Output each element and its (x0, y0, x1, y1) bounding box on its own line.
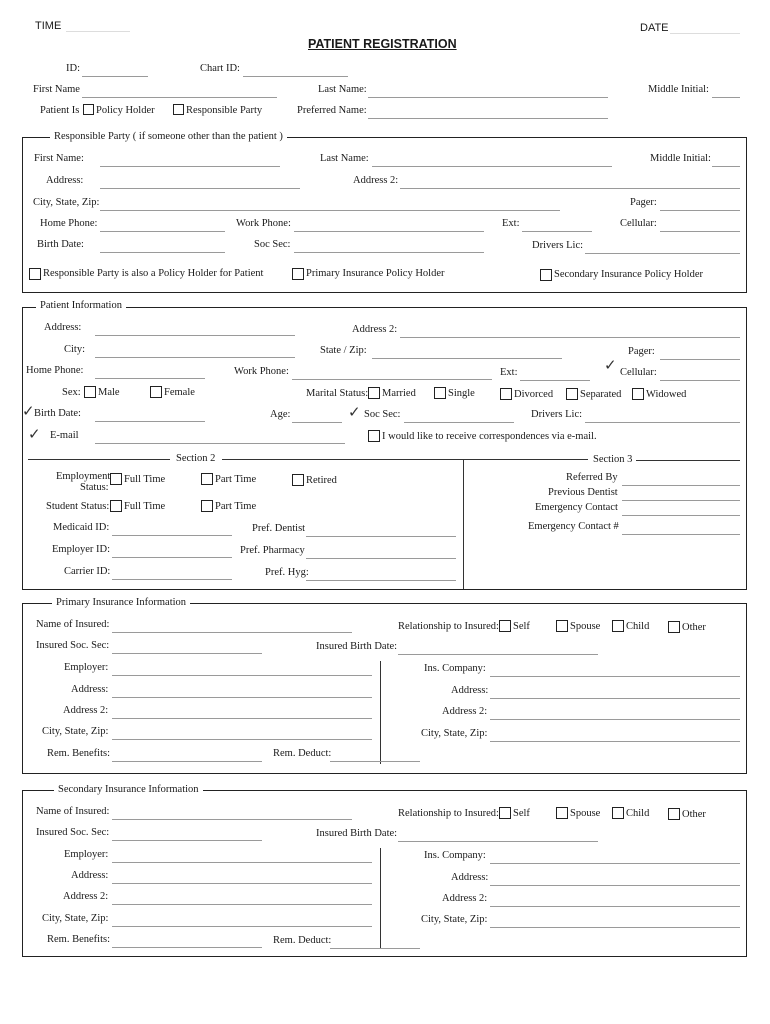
sec-insured-birth-field[interactable] (398, 841, 598, 842)
birth-date-checkmark-icon: ✓ (22, 402, 35, 420)
pri-ins-city-state-zip-label: City, State, Zip: (421, 728, 488, 739)
rp-soc-sec-label: Soc Sec: (254, 239, 291, 250)
sec-address2-label: Address 2: (63, 891, 109, 902)
rp-policy-holder-checkbox[interactable] (29, 268, 41, 280)
referred-by-label: Referred By (566, 472, 618, 483)
pt-address-field[interactable] (95, 335, 295, 336)
sec-relationship-label: Relationship to Insured: (398, 808, 499, 819)
sec-other-checkbox[interactable] (668, 808, 680, 820)
sec-ins-address-label: Address: (451, 872, 489, 883)
pt-cellular-label: Cellular: (620, 367, 657, 378)
pri-ins-company-label: Ins. Company: (424, 663, 486, 674)
sec-ins-address2-field[interactable] (490, 906, 740, 907)
rp-birth-date-field[interactable] (100, 252, 225, 253)
single-checkbox[interactable] (434, 387, 446, 399)
pri-column-divider (380, 661, 381, 764)
student-part-time-label: Part Time (215, 501, 257, 512)
rp-soc-sec-field[interactable] (294, 252, 484, 253)
referred-by-field[interactable] (622, 485, 740, 486)
pt-sex-label: Sex: (62, 387, 81, 398)
pri-self-label: Self (513, 621, 530, 632)
divorced-label: Divorced (514, 389, 554, 400)
pt-home-phone-field[interactable] (95, 378, 205, 379)
sec-ins-company-field[interactable] (490, 863, 740, 864)
rp-city-state-zip-field[interactable] (100, 210, 560, 211)
section2-rule-right (222, 459, 588, 460)
pt-soc-sec-field[interactable] (404, 422, 514, 423)
rp-primary-holder-checkbox[interactable] (292, 268, 304, 280)
married-label: Married (382, 388, 416, 399)
rp-first-name-field[interactable] (100, 166, 280, 167)
employment-retired-label: Retired (306, 475, 337, 486)
pt-state-zip-field[interactable] (372, 358, 562, 359)
sec-city-state-zip-field[interactable] (112, 926, 372, 927)
previous-dentist-label: Previous Dentist (548, 487, 618, 498)
sec-ins-city-state-zip-field[interactable] (490, 927, 740, 928)
sec-column-divider (380, 848, 381, 948)
pref-dentist-label: Pref. Dentist (252, 523, 306, 534)
pref-dentist-field[interactable] (306, 536, 456, 537)
employment-part-time-checkbox[interactable] (201, 473, 213, 485)
id-field[interactable] (82, 76, 148, 77)
rp-address2-label: Address 2: (353, 175, 399, 186)
pt-address-label: Address: (44, 322, 82, 333)
sec-city-state-zip-label: City, State, Zip: (42, 913, 109, 924)
pri-name-insured-label: Name of Insured: (36, 619, 110, 630)
rp-work-phone-label: Work Phone: (236, 218, 291, 229)
pri-rem-deduct-field[interactable] (330, 761, 420, 762)
pri-ins-address2-field[interactable] (490, 719, 740, 720)
sec-ins-city-state-zip-label: City, State, Zip: (421, 914, 488, 925)
student-part-time-checkbox[interactable] (201, 500, 213, 512)
pref-pharmacy-field[interactable] (306, 558, 456, 559)
sex-female-checkbox[interactable] (150, 386, 162, 398)
cellular-checkmark-icon: ✓ (604, 356, 617, 374)
pref-pharmacy-label: Pref. Pharmacy (240, 545, 305, 556)
sec-rem-deduct-label: Rem. Deduct: (273, 935, 332, 946)
pri-insured-birth-label: Insured Birth Date: (316, 641, 398, 652)
pri-ins-address2-label: Address 2: (442, 706, 488, 717)
carrier-id-label: Carrier ID: (64, 566, 111, 577)
pri-city-state-zip-field[interactable] (112, 739, 372, 740)
rp-ext-field[interactable] (522, 231, 592, 232)
sec-address2-field[interactable] (112, 904, 372, 905)
id-label: ID: (66, 63, 80, 74)
pt-city-label: City: (64, 344, 86, 355)
pt-email-label: E-mail (50, 430, 79, 441)
section-divider (463, 459, 464, 589)
pri-self-checkbox[interactable] (499, 620, 511, 632)
section3-rule (636, 460, 740, 461)
pri-name-insured-field[interactable] (112, 632, 352, 633)
student-full-time-checkbox[interactable] (110, 500, 122, 512)
pt-ext-field[interactable] (520, 380, 590, 381)
pri-address-field[interactable] (112, 697, 372, 698)
separated-label: Separated (580, 389, 622, 400)
chart-id-field[interactable] (243, 76, 348, 77)
sec-child-checkbox[interactable] (612, 807, 624, 819)
rp-drivers-lic-field[interactable] (585, 253, 740, 254)
widowed-checkbox[interactable] (632, 388, 644, 400)
employment-retired-checkbox[interactable] (292, 474, 304, 486)
pri-employer-field[interactable] (112, 675, 372, 676)
rp-first-name-label: First Name: (34, 153, 84, 164)
rp-pager-field[interactable] (660, 210, 740, 211)
medicaid-id-label: Medicaid ID: (53, 522, 110, 533)
sec-self-checkbox[interactable] (499, 807, 511, 819)
sex-male-label: Male (98, 387, 120, 398)
sec-ins-address-field[interactable] (490, 885, 740, 886)
pt-state-zip-label: State / Zip: (320, 345, 367, 356)
sec-other-label: Other (682, 809, 706, 820)
rp-primary-holder-label: Primary Insurance Policy Holder (306, 268, 445, 279)
employment-full-time-checkbox[interactable] (110, 473, 122, 485)
sec-address-label: Address: (71, 870, 109, 881)
chart-id-label: Chart ID: (200, 63, 240, 74)
married-checkbox[interactable] (368, 387, 380, 399)
rp-secondary-holder-label: Secondary Insurance Policy Holder (554, 269, 703, 280)
policy-holder-checkbox[interactable] (83, 104, 94, 115)
rp-city-state-zip-label: City, State, Zip: (33, 197, 100, 208)
sec-rem-benefits-label: Rem. Benefits: (47, 934, 110, 945)
middle-initial-label: Middle Initial: (648, 84, 709, 95)
page-title: PATIENT REGISTRATION (308, 37, 457, 51)
rp-cellular-field[interactable] (660, 231, 740, 232)
pref-hyg-label: Pref. Hyg: (265, 567, 309, 578)
policy-holder-label: Policy Holder (96, 105, 155, 116)
pref-hyg-field[interactable] (306, 580, 456, 581)
employment-full-time-label: Full Time (124, 474, 166, 485)
pt-soc-sec-label: Soc Sec: (364, 409, 401, 420)
pt-pager-field[interactable] (660, 359, 740, 360)
last-name-label: Last Name: (318, 84, 367, 95)
pt-cellular-field[interactable] (660, 380, 740, 381)
sec-insured-soc-sec-field[interactable] (112, 840, 262, 841)
pri-ins-address-label: Address: (451, 685, 489, 696)
pri-other-checkbox[interactable] (668, 621, 680, 633)
sec-employer-label: Employer: (64, 849, 109, 860)
rp-pager-label: Pager: (630, 197, 657, 208)
employment-status-label-2: Status: (80, 482, 109, 493)
widowed-label: Widowed (646, 389, 687, 400)
time-field[interactable] (66, 31, 130, 32)
pri-address2-field[interactable] (112, 718, 372, 719)
pri-insured-birth-field[interactable] (398, 654, 598, 655)
employment-part-time-label: Part Time (215, 474, 257, 485)
single-label: Single (448, 388, 475, 399)
sec-rem-deduct-field[interactable] (330, 948, 420, 949)
rp-secondary-holder-checkbox[interactable] (540, 269, 552, 281)
sec-ins-company-label: Ins. Company: (424, 850, 486, 861)
student-status-label: Student Status: (46, 501, 110, 512)
email-checkmark-icon: ✓ (28, 425, 41, 443)
pri-child-checkbox[interactable] (612, 620, 624, 632)
emergency-contact-field[interactable] (622, 515, 740, 516)
sex-female-label: Female (164, 387, 195, 398)
pri-employer-label: Employer: (64, 662, 109, 673)
rp-ext-label: Ext: (502, 218, 520, 229)
rp-last-name-field[interactable] (372, 166, 612, 167)
student-full-time-label: Full Time (124, 501, 166, 512)
emergency-contact-label: Emergency Contact (535, 502, 618, 513)
rp-address2-field[interactable] (400, 188, 740, 189)
pri-address2-label: Address 2: (63, 705, 109, 716)
pri-spouse-label: Spouse (570, 621, 601, 632)
pt-age-label: Age: (270, 409, 291, 420)
first-name-label: First Name (33, 84, 80, 95)
rp-birth-date-label: Birth Date: (37, 239, 84, 250)
pt-birth-date-field[interactable] (95, 421, 205, 422)
pri-rem-benefits-label: Rem. Benefits: (47, 748, 110, 759)
pt-city-field[interactable] (95, 357, 295, 358)
rp-middle-initial-label: Middle Initial: (650, 153, 711, 164)
medicaid-id-field[interactable] (112, 535, 232, 536)
pri-insured-soc-sec-field[interactable] (112, 653, 262, 654)
responsible-party-legend: Responsible Party ( if someone other than the patient ) (50, 131, 287, 142)
employer-id-field[interactable] (112, 557, 232, 558)
pri-ins-address-field[interactable] (490, 698, 740, 699)
rp-drivers-lic-label: Drivers Lic: (532, 240, 584, 251)
section2-rule-left (28, 459, 170, 460)
rp-address-label: Address: (46, 175, 84, 186)
pt-work-phone-label: Work Phone: (234, 366, 289, 377)
pt-drivers-lic-field[interactable] (585, 422, 740, 423)
employer-id-label: Employer ID: (52, 544, 111, 555)
pt-ext-label: Ext: (500, 367, 518, 378)
preferred-name-field[interactable] (368, 118, 608, 119)
employment-status-label: Employment (56, 471, 111, 482)
last-name-field[interactable] (368, 97, 608, 98)
sex-male-checkbox[interactable] (84, 386, 96, 398)
rp-home-phone-field[interactable] (100, 231, 225, 232)
primary-insurance-legend: Primary Insurance Information (52, 597, 190, 608)
sec-self-label: Self (513, 808, 530, 819)
emergency-contact-num-label: Emergency Contact # (528, 521, 619, 532)
sec-spouse-label: Spouse (570, 808, 601, 819)
emergency-contact-num-field[interactable] (622, 534, 740, 535)
sec-rem-benefits-field[interactable] (112, 947, 262, 948)
middle-initial-field[interactable] (712, 97, 740, 98)
rp-policy-holder-label: Responsible Party is also a Policy Holder for Patient (43, 268, 264, 279)
pt-email-field[interactable] (95, 443, 345, 444)
sec-name-insured-label: Name of Insured: (36, 806, 110, 817)
separated-checkbox[interactable] (566, 388, 578, 400)
section2-label: Section 2 (176, 453, 216, 464)
pt-pager-label: Pager: (628, 346, 655, 357)
rp-work-phone-field[interactable] (294, 231, 484, 232)
pt-address2-field[interactable] (400, 337, 740, 338)
pri-address-label: Address: (71, 684, 109, 695)
rp-last-name-label: Last Name: (320, 153, 369, 164)
sec-name-insured-field[interactable] (112, 819, 352, 820)
pt-home-phone-label: Home Phone: (26, 365, 84, 376)
pri-insured-soc-sec-label: Insured Soc. Sec: (36, 640, 110, 651)
pri-ins-city-state-zip-field[interactable] (490, 741, 740, 742)
rp-address-field[interactable] (100, 188, 300, 189)
pri-rem-deduct-label: Rem. Deduct: (273, 748, 332, 759)
responsible-party-checkbox[interactable] (173, 104, 184, 115)
pri-rem-benefits-field[interactable] (112, 761, 262, 762)
carrier-id-field[interactable] (112, 579, 232, 580)
sec-spouse-checkbox[interactable] (556, 807, 568, 819)
first-name-field[interactable] (82, 97, 277, 98)
email-opt-label: I would like to receive correspondences via e-mail. (382, 431, 597, 442)
pri-city-state-zip-label: City, State, Zip: (42, 726, 109, 737)
pt-work-phone-field[interactable] (292, 379, 492, 380)
date-label: DATE (640, 22, 669, 34)
previous-dentist-field[interactable] (622, 500, 740, 501)
sec-child-label: Child (626, 808, 650, 819)
patient-is-label: Patient Is (40, 105, 80, 116)
soc-sec-checkmark-icon: ✓ (348, 403, 361, 421)
marital-status-label: Marital Status: (306, 388, 369, 399)
pt-age-field[interactable] (292, 422, 342, 423)
divorced-checkbox[interactable] (500, 388, 512, 400)
pri-other-label: Other (682, 622, 706, 633)
section3-label: Section 3 (593, 454, 633, 465)
sec-insured-birth-label: Insured Birth Date: (316, 828, 398, 839)
rp-middle-initial-field[interactable] (712, 166, 740, 167)
secondary-insurance-legend: Secondary Insurance Information (54, 784, 203, 795)
email-opt-checkbox[interactable] (368, 430, 380, 442)
preferred-name-label: Preferred Name: (297, 105, 367, 116)
sec-ins-address2-label: Address 2: (442, 893, 488, 904)
pri-relationship-label: Relationship to Insured: (398, 621, 499, 632)
time-label: TIME (35, 20, 62, 32)
responsible-party-label: Responsible Party (186, 105, 263, 116)
patient-information-legend: Patient Information (36, 300, 126, 311)
rp-home-phone-label: Home Phone: (40, 218, 98, 229)
pt-drivers-lic-label: Drivers Lic: (531, 409, 583, 420)
pri-child-label: Child (626, 621, 650, 632)
sec-insured-soc-sec-label: Insured Soc. Sec: (36, 827, 110, 838)
date-field[interactable] (670, 33, 740, 34)
sec-employer-field[interactable] (112, 862, 372, 863)
pri-spouse-checkbox[interactable] (556, 620, 568, 632)
pt-birth-date-label: Birth Date: (34, 408, 81, 419)
sec-address-field[interactable] (112, 883, 372, 884)
pt-address2-label: Address 2: (352, 324, 398, 335)
pri-ins-company-field[interactable] (490, 676, 740, 677)
rp-cellular-label: Cellular: (620, 218, 657, 229)
